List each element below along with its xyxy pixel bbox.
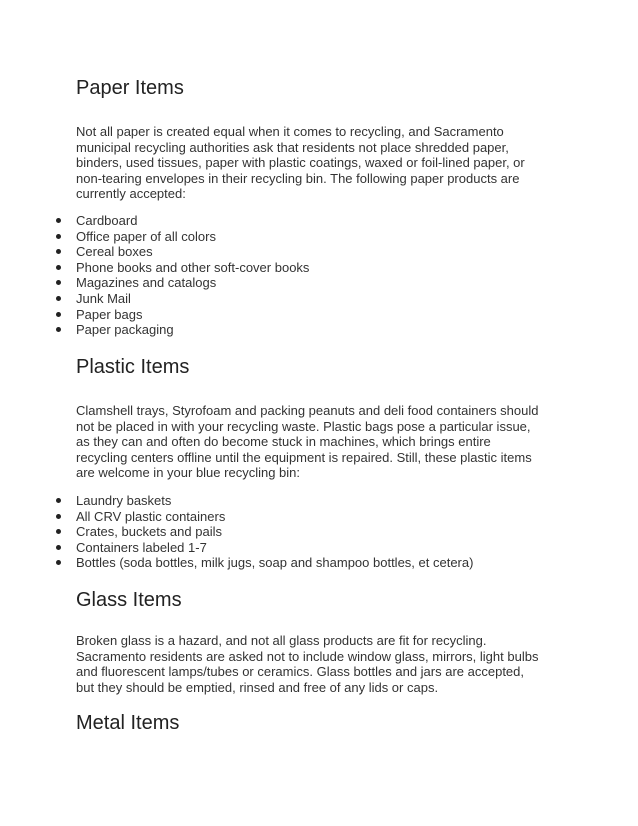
list-item [0,213,309,229]
glass-intro [76,633,576,695]
bullet-icon [56,296,61,301]
paper-intro-line: currently accepted: [76,186,186,202]
bullet-icon [56,545,61,550]
metal-heading: Metal Items [76,712,180,734]
plastic-intro-line: Clamshell trays, Styrofoam and packing peanuts and deli food containers should [76,403,539,418]
list-item [0,307,309,323]
list-item-text: Magazines and catalogs [76,275,217,291]
list-item [0,275,309,291]
plastic-items-list [0,493,473,571]
list-item [0,244,309,260]
list-item [0,524,473,540]
plastic-intro-line: as they can and often do become stuck in machines, which brings entire [76,434,491,450]
list-item [0,555,473,571]
list-item-text: Office paper of all colors [76,228,216,244]
paper-intro-line: Not all paper is created equal when it comes to recycling, and Sacramento [76,124,504,139]
bullet-icon [56,560,61,565]
plastic-intro-line: recycling centers offline until the equipment is repaired. Still, these plastic items [76,449,532,465]
list-item [0,540,473,556]
list-item-text: Paper packaging [76,322,174,338]
paper-intro-line: binders, used tissues, paper with plastic coatings, waxed or foil-lined paper, or [76,155,525,171]
list-item-text: Bottles (soda bottles, milk jugs, soap and shampoo bottles, et cetera) [76,555,474,571]
paper-intro-line: municipal recycling authorities ask that residents not place shredded paper, [76,139,509,155]
list-item-text: Containers labeled 1-7 [76,539,207,555]
paper-intro [76,124,576,202]
plastic-intro [76,403,576,481]
list-item [0,260,309,276]
glass-intro-line: Broken glass is a hazard, and not all glass products are fit for recycling. [76,633,487,648]
list-item-text: Paper bags [76,306,143,322]
bullet-icon [56,249,61,254]
list-item [0,509,473,525]
plastic-intro-line: are welcome in your blue recycling bin: [76,465,300,481]
bullet-icon [56,265,61,270]
list-item-text: Crates, buckets and pails [76,524,222,540]
glass-heading: Glass Items [76,589,182,611]
list-item-text: Junk Mail [76,290,131,306]
bullet-icon [56,514,61,519]
list-item [0,291,309,307]
glass-intro-line: but they should be emptied, rinsed and free of any lids or caps. [76,679,439,695]
list-item [0,322,309,338]
list-item-text: All CRV plastic containers [76,508,226,524]
bullet-icon [56,529,61,534]
plastic-heading: Plastic Items [76,356,190,378]
plastic-intro-line: not be placed in with your recycling waste. Plastic bags pose a particular issue, [76,418,531,434]
list-item-text: Cardboard [76,213,138,228]
bullet-icon [56,234,61,239]
bullet-icon [56,280,61,285]
list-item [0,493,473,509]
bullet-icon [56,218,61,223]
glass-intro-line: and fluorescent lamps/tubes or ceramics. Glass bottles and jars are accepted, [76,664,524,680]
paper-intro-line: non-tearing envelopes in their recycling bin. The following paper products are [76,170,520,186]
paper-items-list [0,213,309,338]
list-item-text: Laundry baskets [76,493,172,508]
bullet-icon [56,327,61,332]
list-item-text: Phone books and other soft-cover books [76,259,310,275]
glass-intro-line: Sacramento residents are asked not to include window glass, mirrors, light bulbs [76,648,539,664]
list-item-text: Cereal boxes [76,244,153,260]
list-item [0,229,309,245]
bullet-icon [56,312,61,317]
paper-heading: Paper Items [76,77,184,99]
bullet-icon [56,498,61,503]
